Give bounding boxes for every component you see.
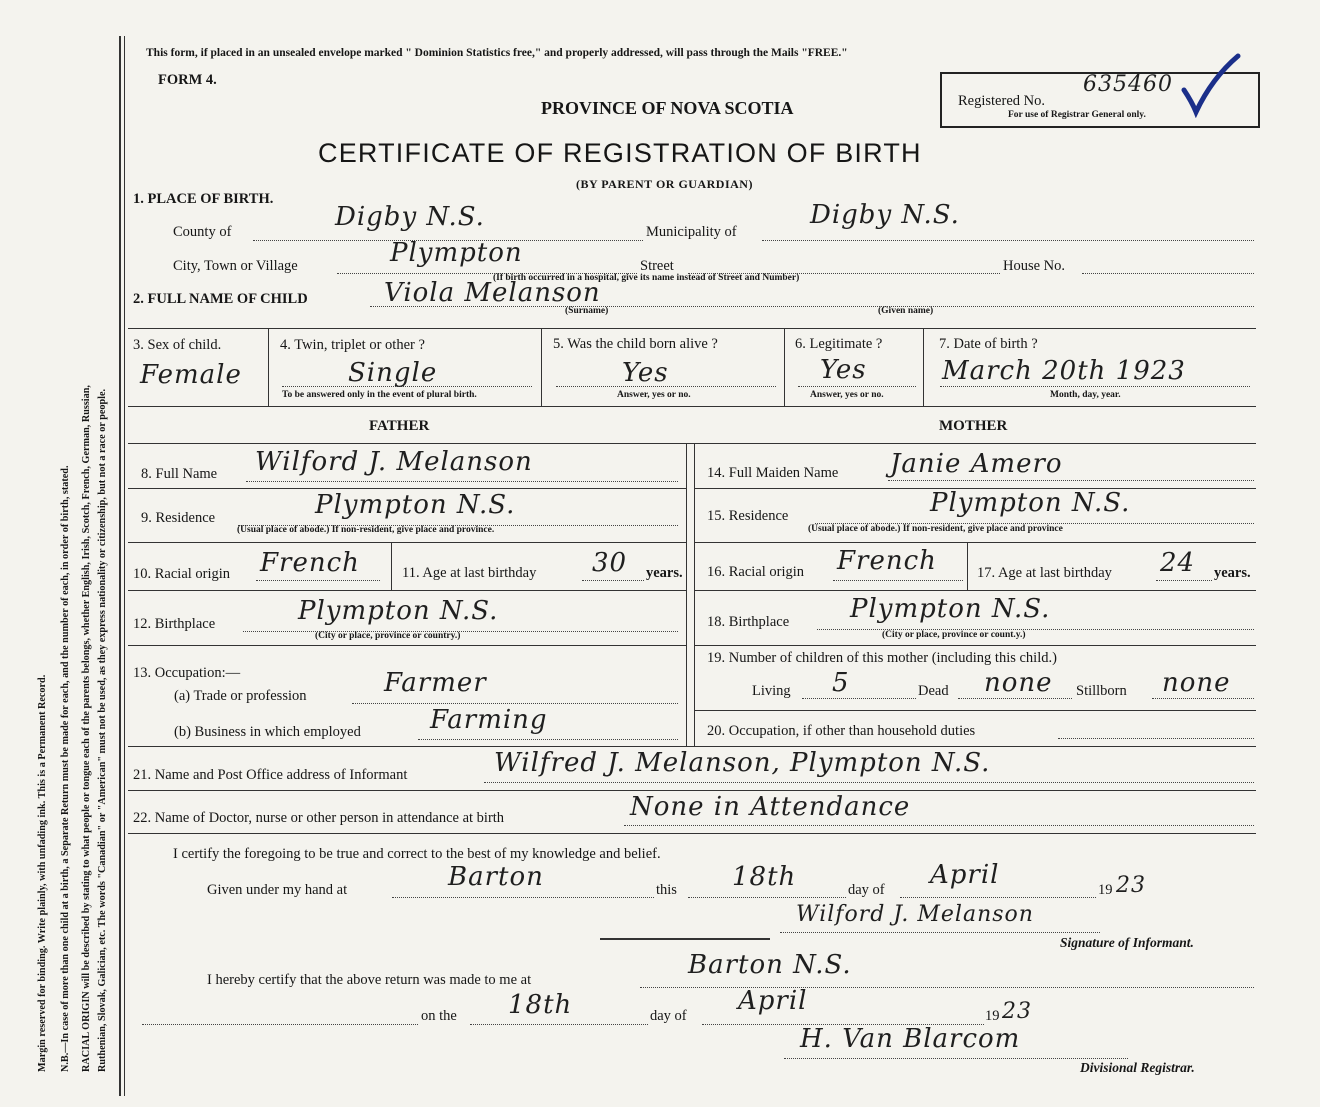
father-residence-value: Plympton N.S. — [315, 490, 516, 520]
return-place-value: Barton N.S. — [688, 950, 852, 980]
province-heading: PROVINCE OF NOVA SCOTIA — [541, 98, 794, 118]
margin-note-racial-origin: RACIAL ORIGIN will be described by stating to what people or tongue each of the parents belongs, whether English, Irish, Scotch, French, German, Russian, — [81, 385, 92, 1072]
child-name-value: Viola Melanson — [384, 278, 601, 308]
city-value: Plympton — [390, 238, 523, 268]
mother-birthplace-note: (City or place, province or count.y.) — [882, 630, 1026, 640]
rule-sex-twin — [268, 328, 269, 406]
certify-statement: I certify the foregoing to be true and correct to the best of my knowledge and belief. — [173, 846, 661, 862]
return-month-value: April — [738, 986, 808, 1016]
legitimate-label: 6. Legitimate ? — [795, 336, 883, 352]
twin-value: Single — [348, 358, 438, 388]
father-birthplace-note: (City or place, province or country.) — [315, 631, 461, 641]
return-place-line — [640, 987, 1254, 988]
given-month-line — [900, 897, 1096, 898]
informant-value: Wilfred J. Melanson, Plympton N.S. — [494, 748, 991, 778]
mother-age-value: 24 — [1160, 548, 1196, 578]
signature-of-informant-label: Signature of Informant. — [1060, 935, 1194, 950]
mother-age-line — [1156, 580, 1212, 581]
informant-line — [484, 782, 1254, 783]
father-racial-line — [256, 580, 380, 581]
house-no-line — [1082, 273, 1254, 274]
street-label: Street — [640, 258, 674, 274]
stillborn-line — [1152, 698, 1254, 699]
mother-name-label: 14. Full Maiden Name — [707, 465, 839, 481]
legitimate-value: Yes — [820, 355, 867, 385]
father-residence-note: (Usual place of abode.) If non-resident, give place and province. — [237, 525, 495, 535]
rule-father-2 — [128, 542, 686, 543]
mother-racial-line — [833, 580, 963, 581]
dob-line — [940, 386, 1250, 387]
return-made-label: I hereby certify that the above return was made to me at — [207, 972, 532, 988]
rule-father-4 — [128, 645, 686, 646]
rule-twin-alive — [541, 328, 542, 406]
business-label: (b) Business in which employed — [174, 724, 361, 740]
dob-note: Month, day, year. — [1050, 390, 1121, 400]
informant-signature: Wilford J. Melanson — [796, 902, 1034, 927]
father-racial-value: French — [260, 548, 360, 578]
given-year-suffix: 23 — [1116, 873, 1146, 898]
given-name-note: (Given name) — [878, 306, 934, 316]
occupation-label: 13. Occupation:— — [133, 665, 241, 681]
dob-value: March 20th 1923 — [942, 356, 1186, 386]
trade-label: (a) Trade or profession — [174, 688, 307, 704]
given-at-line — [392, 897, 654, 898]
house-no-label: House No. — [1003, 258, 1066, 274]
business-value: Farming — [430, 705, 548, 735]
rule-legit-dob — [923, 328, 924, 406]
rule-parents-top — [128, 443, 1256, 444]
children-count-label: 19. Number of children of this mother (including this child.) — [707, 650, 1057, 666]
doctor-value: None in Attendance — [630, 792, 911, 822]
father-birthplace-label: 12. Birthplace — [133, 616, 216, 632]
form-number: FORM 4. — [158, 72, 217, 88]
dead-label: Dead — [918, 683, 949, 699]
rule-mother-2 — [694, 542, 1256, 543]
municipality-line — [762, 240, 1254, 241]
mother-age-label: 17. Age at last birthday — [977, 565, 1112, 581]
divisional-registrar-label: Divisional Registrar. — [1080, 1060, 1195, 1075]
hospital-note: (If birth occurred in a hospital, give its name instead of Street and Number) — [493, 273, 800, 283]
registrar-signature: H. Van Blarcom — [800, 1024, 1021, 1054]
registrar-signature-line — [784, 1058, 1128, 1059]
father-age-value: 30 — [592, 548, 628, 578]
surname-note: (Surname) — [565, 306, 609, 316]
father-years-label: years. — [646, 565, 683, 581]
rule-row3-bottom — [128, 406, 1256, 407]
certificate-title: CERTIFICATE OF REGISTRATION OF BIRTH — [318, 138, 922, 168]
trade-value: Farmer — [384, 668, 487, 698]
municipality-value: Digby N.S. — [810, 200, 960, 230]
rule-row3-top — [128, 328, 1256, 329]
city-label: City, Town or Village — [173, 258, 298, 274]
mother-name-line — [888, 480, 1254, 481]
living-value: 5 — [832, 668, 850, 698]
legitimate-note: Answer, yes or no. — [810, 390, 884, 400]
given-month-value: April — [930, 860, 1000, 890]
county-label: County of — [173, 224, 232, 240]
alive-label: 5. Was the child born alive ? — [553, 336, 718, 352]
father-birthplace-line — [243, 631, 678, 632]
rule-mother-5 — [694, 710, 1256, 711]
margin-note-racial-origin-cont: Ruthenian, Slovak, Galician, etc. The words "Canadian" or "American" must not be used, as they express nationality or citizenship, but not a race or people. — [97, 388, 108, 1072]
margin-note-binding: Margin reserved for binding. Write plainly, with unfading ink. This is a Permanent Record. — [37, 674, 48, 1072]
given-at-label: Given under my hand at — [207, 882, 348, 898]
sex-value: Female — [140, 360, 242, 390]
mother-name-value: Janie Amero — [890, 449, 1063, 479]
father-heading: FATHER — [369, 418, 430, 434]
stillborn-value: none — [1162, 668, 1231, 698]
informant-signature-line — [780, 932, 1100, 933]
municipality-label: Municipality of — [646, 224, 737, 240]
rule-father-1 — [128, 488, 686, 489]
dead-line — [958, 698, 1072, 699]
on-the-label: on the — [421, 1008, 457, 1024]
given-day-of-label: day of — [848, 882, 885, 898]
father-residence-label: 9. Residence — [141, 510, 216, 526]
return-year-suffix: 23 — [1002, 999, 1032, 1024]
mother-racial-label: 16. Racial origin — [707, 564, 805, 580]
mother-heading: MOTHER — [939, 418, 1008, 434]
dob-label: 7. Date of birth ? — [939, 336, 1038, 352]
child-name-label: 2. FULL NAME OF CHILD — [133, 291, 308, 307]
return-day-of-label: day of — [650, 1008, 687, 1024]
father-age-line — [582, 580, 644, 581]
place-heading: 1. PLACE OF BIRTH. — [133, 191, 274, 207]
alive-note: Answer, yes or no. — [617, 390, 691, 400]
twin-label: 4. Twin, triplet or other ? — [280, 337, 425, 353]
mother-birthplace-label: 18. Birthplace — [707, 614, 790, 630]
informant-label: 21. Name and Post Office address of Informant — [133, 767, 408, 783]
county-value: Digby N.S. — [335, 202, 485, 232]
rule-mother-4 — [694, 645, 1256, 646]
registrar-note: For use of Registrar General only. — [1008, 110, 1146, 120]
alive-value: Yes — [622, 358, 669, 388]
check-mark-icon — [1178, 52, 1242, 118]
rule-doctor-bottom — [128, 833, 1256, 834]
father-age-label: 11. Age at last birthday — [402, 565, 537, 581]
rule-mother-racial-age — [967, 542, 968, 590]
living-line — [802, 698, 916, 699]
father-name-value: Wilford J. Melanson — [255, 447, 533, 477]
rule-father-racial-age — [391, 542, 392, 590]
on-the-lead-line — [142, 1024, 418, 1025]
father-racial-label: 10. Racial origin — [133, 566, 231, 582]
mother-occupation-label: 20. Occupation, if other than household duties — [707, 723, 976, 739]
legitimate-line — [798, 386, 916, 387]
stillborn-label: Stillborn — [1076, 683, 1127, 699]
trade-line — [352, 703, 678, 704]
mother-occupation-line — [1058, 738, 1254, 739]
return-day-line — [470, 1024, 648, 1025]
registered-no-label: Registered No. — [958, 93, 1045, 109]
living-label: Living — [752, 683, 791, 699]
mother-residence-value: Plympton N.S. — [930, 488, 1131, 518]
mail-note: This form, if placed in an unsealed envelope marked " Dominion Statistics free," and properly addressed, will pass through the Mails "FREE." — [146, 47, 848, 59]
given-day-line — [688, 897, 846, 898]
margin-rule-inner — [124, 36, 125, 1096]
return-year-prefix: 19 — [985, 1008, 1000, 1024]
rule-informant-top — [128, 746, 1256, 747]
father-name-label: 8. Full Name — [141, 466, 218, 482]
rule-mother-3 — [694, 590, 1256, 591]
certificate-subtitle: (BY PARENT OR GUARDIAN) — [576, 177, 753, 191]
given-day-value: 18th — [732, 862, 797, 892]
sex-label: 3. Sex of child. — [133, 337, 222, 353]
doctor-line — [624, 825, 1254, 826]
doctor-label: 22. Name of Doctor, nurse or other person in attendance at birth — [133, 810, 505, 826]
given-at-place: Barton — [448, 862, 544, 892]
mother-racial-value: French — [837, 546, 937, 576]
registered-no-value: 635460 — [1083, 72, 1173, 97]
rule-parents-divider-a — [686, 443, 687, 746]
rule-father-3 — [128, 590, 686, 591]
mother-residence-label: 15. Residence — [707, 508, 789, 524]
father-birthplace-value: Plympton N.S. — [298, 596, 499, 626]
rule-alive-legit — [784, 328, 785, 406]
rule-informant-bottom — [128, 790, 1256, 791]
return-day-value: 18th — [508, 990, 573, 1020]
father-name-line — [246, 481, 678, 482]
business-line — [418, 739, 678, 740]
informant-signature-rule-left — [600, 938, 770, 940]
margin-note-multiple-births: N.B.—In case of more than one child at a birth, a Separate Return must be made for each, and the number of each, in order of birth, stated. — [60, 465, 71, 1072]
margin-rule — [119, 36, 121, 1096]
dead-value: none — [984, 668, 1053, 698]
twin-note: To be answered only in the event of plural birth. — [282, 390, 477, 400]
given-this-label: this — [656, 882, 677, 898]
mother-birthplace-value: Plympton N.S. — [850, 594, 1051, 624]
mother-years-label: years. — [1214, 565, 1251, 581]
mother-residence-note: (Usual place of abode.) If non-resident, give place and province — [808, 524, 1063, 534]
given-year-prefix: 19 — [1098, 882, 1113, 898]
